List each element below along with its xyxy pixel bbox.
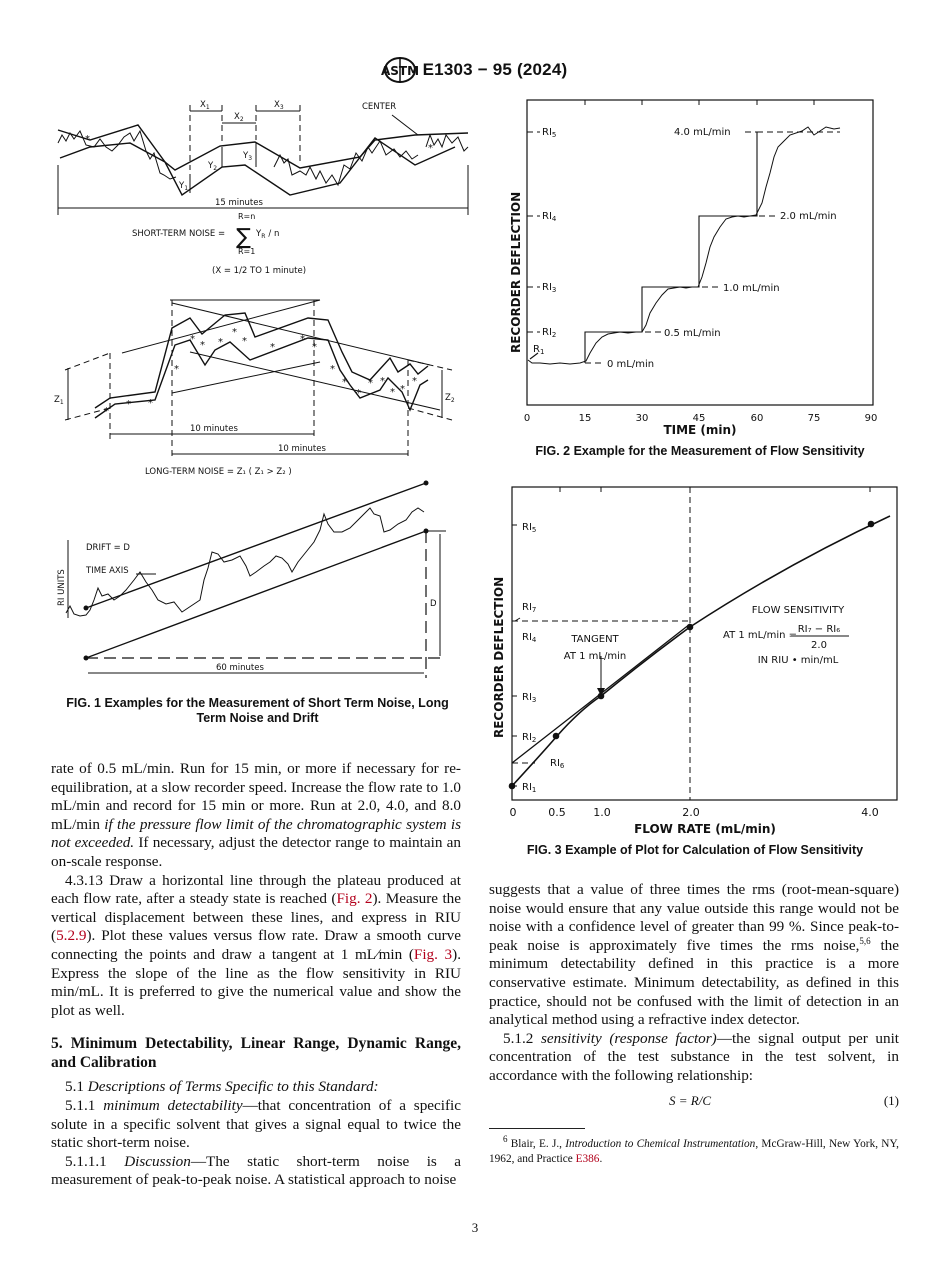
fs-denominator: 2.0: [811, 640, 827, 651]
x-range-note: (X = 1/2 TO 1 minute): [212, 266, 307, 276]
center-label: CENTER: [362, 102, 397, 112]
span1-label: 10 minutes: [190, 424, 238, 434]
link-fig-3[interactable]: Fig. 3: [413, 945, 453, 963]
ri6-label: $RI_6$: [550, 758, 565, 770]
y2-label: $Y_2$: [208, 161, 218, 172]
footnote-divider: [489, 1128, 585, 1129]
flow-sensitivity-title: FLOW SENSITIVITY: [751, 605, 845, 616]
ri7-label: $RI_7$: [522, 602, 537, 614]
fig1-long-term-noise: [50, 290, 470, 485]
x2-label: $X_2$: [234, 112, 244, 123]
fig3-flow-sensitivity-plot: [485, 480, 905, 840]
section-5-heading: 5. Minimum Detectability, Linear Range, Dynamic Range, and Calibration: [51, 1035, 461, 1072]
svg-text:15: 15: [578, 413, 592, 424]
svg-text:ASTM: ASTM: [380, 64, 419, 78]
fs-units: IN RIU • min/mL: [757, 655, 839, 666]
paragraph-4-3-13: 4.3.13 Draw a horizontal line through the plateau produced at each flow rate, after a steady state is reached (Fig. 2). Measure the vertical displacement between these lines, and express in RIU (5.2.9). Plot these values versus flow rate. Draw a smooth curve connecting the points and draw a tangent at 1 mL⁄min (Fig. 3). Express the slope of the line as the flow sensitivity in RIU min/mL. It is preferred to give the numerical value and show the plot as well.: [51, 871, 462, 1019]
paragraph-5-1: 5.1 Descriptions of Terms Specific to this Standard:: [65, 1078, 379, 1096]
fig3-ylabel: RECORDER DEFLECTION: [492, 576, 506, 738]
ri2-label: $RI_2$: [522, 732, 537, 744]
footnote-6: $^6$ Blair, E. J., Introduction to Chemical Instrumentation, McGraw-Hill, New York, NY, 1962, and Practice E386.: [489, 1134, 899, 1166]
svg-text:2.0: 2.0: [682, 806, 700, 819]
ri4-label: $RI_4$: [522, 632, 537, 644]
fig1-short-term-noise: [50, 95, 470, 285]
equation-1: [489, 1092, 899, 1111]
step-label-0: 0 mL/min: [607, 359, 655, 370]
svg-text:∑: ∑: [236, 225, 251, 250]
y1-label: $Y_1$: [179, 181, 189, 192]
paragraph-flow-rate: rate of 0.5 mL/min. Run for 15 min, or more if necessary for re-equilibration, at a slow recorder speed. Increase the flow rate to 1.0 mL/min and record for 15 min or more. Run at 2.0, 4.0, and 8.0 mL/min if the pressure flow limit of the chromatographic system is not exceeded. If necessary, adjust the detector range to maintain an on-scale response.: [51, 760, 462, 870]
time-axis-label: TIME AXIS: [86, 566, 129, 576]
svg-text:*: *: [330, 364, 335, 375]
link-e386[interactable]: E386: [575, 1153, 600, 1166]
svg-text:*: *: [300, 334, 305, 345]
svg-text:*: *: [342, 377, 347, 388]
x3-label: $X_3$: [274, 100, 284, 111]
astm-logo-icon: [380, 56, 419, 84]
svg-text:*: *: [356, 388, 361, 399]
svg-text:60: 60: [750, 413, 764, 424]
ri5-label: $RI_5$: [522, 522, 537, 534]
svg-text:*: *: [368, 378, 373, 389]
short-term-formula-lhs: SHORT-TERM NOISE =: [132, 229, 226, 239]
step-label-2: 2.0 mL/min: [780, 211, 837, 222]
ri2-label: $RI_2$: [542, 327, 557, 339]
fig1-caption: FIG. 1 Examples for the Measurement of Short Term Noise, Long Term Noise and Drift: [66, 696, 449, 725]
z1-label: $Z_1$: [54, 395, 64, 406]
svg-text:R=1: R=1: [238, 247, 256, 256]
tangent-label: TANGENT: [571, 634, 619, 645]
svg-text:*: *: [312, 342, 317, 353]
ri1-label: $RI_1$: [522, 782, 537, 794]
y3-label: $Y_3$: [243, 151, 253, 162]
fig2-ylabel: RECORDER DEFLECTION: [509, 191, 523, 353]
svg-text:*: *: [232, 327, 237, 338]
svg-text:*: *: [380, 376, 385, 387]
svg-text:*: *: [270, 342, 275, 353]
span2-label: 10 minutes: [278, 444, 326, 454]
flow-sensitivity-lhs: AT 1 mL/min =: [723, 630, 797, 641]
paragraph-discussion-cont: suggests that a value of three times the rms (root-mean-square) noise would ensure that any value outside this range would not be noise with a confidence level of greater than 99 %. Since peak-to-peak noise is approximately five times the rms noise,$^{5,6}$ the minimum detectability defined in this practice is a more conservative estimate. Minimum detectability, as defined in this practice, should not be confused with the limit of detection in an analytical method using a refractive index detector.: [489, 881, 899, 1029]
fig2-xlabel: TIME (min): [663, 423, 737, 437]
d-label: D: [430, 599, 437, 609]
ri3-label: $RI_3$: [522, 692, 537, 704]
svg-text:1.0: 1.0: [593, 806, 611, 819]
svg-text:0.5: 0.5: [548, 806, 566, 819]
fig3-caption: FIG. 3 Example of Plot for Calculation of Flow Sensitivity: [526, 843, 864, 857]
paragraph-5-1-2: 5.1.2 sensitivity (response factor)—the signal output per unit concentration of the test substance in the test solvent, in accordance with the following relationship:: [489, 1029, 900, 1084]
ri5-label: $RI_5$: [542, 127, 557, 139]
svg-text:*: *: [390, 387, 395, 398]
svg-text:90: 90: [864, 413, 878, 424]
ri4-label: $RI_4$: [542, 211, 557, 223]
svg-text:*: *: [412, 376, 417, 387]
svg-text:*: *: [200, 340, 205, 351]
ri3-label: $RI_3$: [542, 282, 557, 294]
link-fig-2[interactable]: Fig. 2: [336, 890, 373, 908]
svg-text:*: *: [126, 399, 131, 410]
link-5-2-9[interactable]: 5.2.9: [56, 927, 87, 945]
fig2-caption: FIG. 2 Example for the Measurement of Flow Sensitivity: [535, 444, 865, 458]
svg-text:0: 0: [523, 413, 531, 424]
span-15-label: 15 minutes: [215, 198, 263, 208]
equation-expression: S = R/C: [669, 1092, 711, 1108]
svg-text:*: *: [190, 334, 195, 345]
svg-text:75: 75: [807, 413, 821, 424]
step-label-4: 4.0 mL/min: [674, 127, 731, 138]
paragraph-5-1-1: 5.1.1 minimum detectability—that concentration of a specific solute in a specific solvent that gives a signal equal to twice the static short-term noise.: [51, 1096, 462, 1152]
fig1-drift: [50, 478, 470, 693]
svg-text:*: *: [428, 143, 433, 154]
svg-text:30: 30: [635, 413, 649, 424]
svg-text:*: *: [218, 337, 223, 348]
span-60-label: 60 minutes: [216, 663, 264, 673]
fig3-x-ticks: [510, 806, 879, 819]
x1-label: $X_1$: [200, 100, 210, 111]
svg-text:*: *: [85, 134, 90, 145]
r1-label: $R_1$: [533, 344, 545, 356]
document-title: E1303 − 95 (2024): [422, 60, 568, 79]
long-term-formula: LONG-TERM NOISE = Z₁ ( Z₁ > Z₂ ): [145, 467, 292, 477]
fig2-flow-sensitivity-time: [500, 95, 900, 440]
svg-text:*: *: [400, 384, 405, 395]
svg-text:*: *: [148, 398, 153, 409]
page-header: [0, 55, 950, 85]
right-column: [489, 881, 899, 1167]
svg-text:45: 45: [692, 413, 706, 424]
tangent-at-label: AT 1 mL/min: [563, 651, 627, 662]
equation-number: (1): [883, 1092, 899, 1108]
svg-text:0: 0: [509, 806, 517, 819]
svg-text:YR/ n: $Y_R$ / n: [256, 229, 280, 240]
svg-text:4.0: 4.0: [861, 806, 879, 819]
fig3-xlabel: FLOW RATE (mL/min): [634, 822, 776, 836]
step-label-05: 0.5 mL/min: [664, 328, 721, 339]
step-label-1: 1.0 mL/min: [723, 283, 780, 294]
svg-text:R=n: R=n: [238, 212, 256, 221]
svg-text:*: *: [242, 336, 247, 347]
z2-label: $Z_2$: [445, 393, 455, 404]
fs-numerator: RI₇ − RI₆: [797, 624, 841, 635]
page-number: 3: [471, 1220, 479, 1235]
drift-label: DRIFT = D: [86, 543, 130, 553]
ri-units-label: RI UNITS: [57, 569, 67, 606]
svg-text:*: *: [174, 364, 179, 375]
paragraph-5-1-1-1: 5.1.1.1 Discussion—The static short-term noise is a measurement of peak-to-peak noise. A statistical approach to noise: [51, 1152, 461, 1189]
left-column: [51, 760, 461, 1190]
svg-text:*: *: [104, 406, 109, 417]
